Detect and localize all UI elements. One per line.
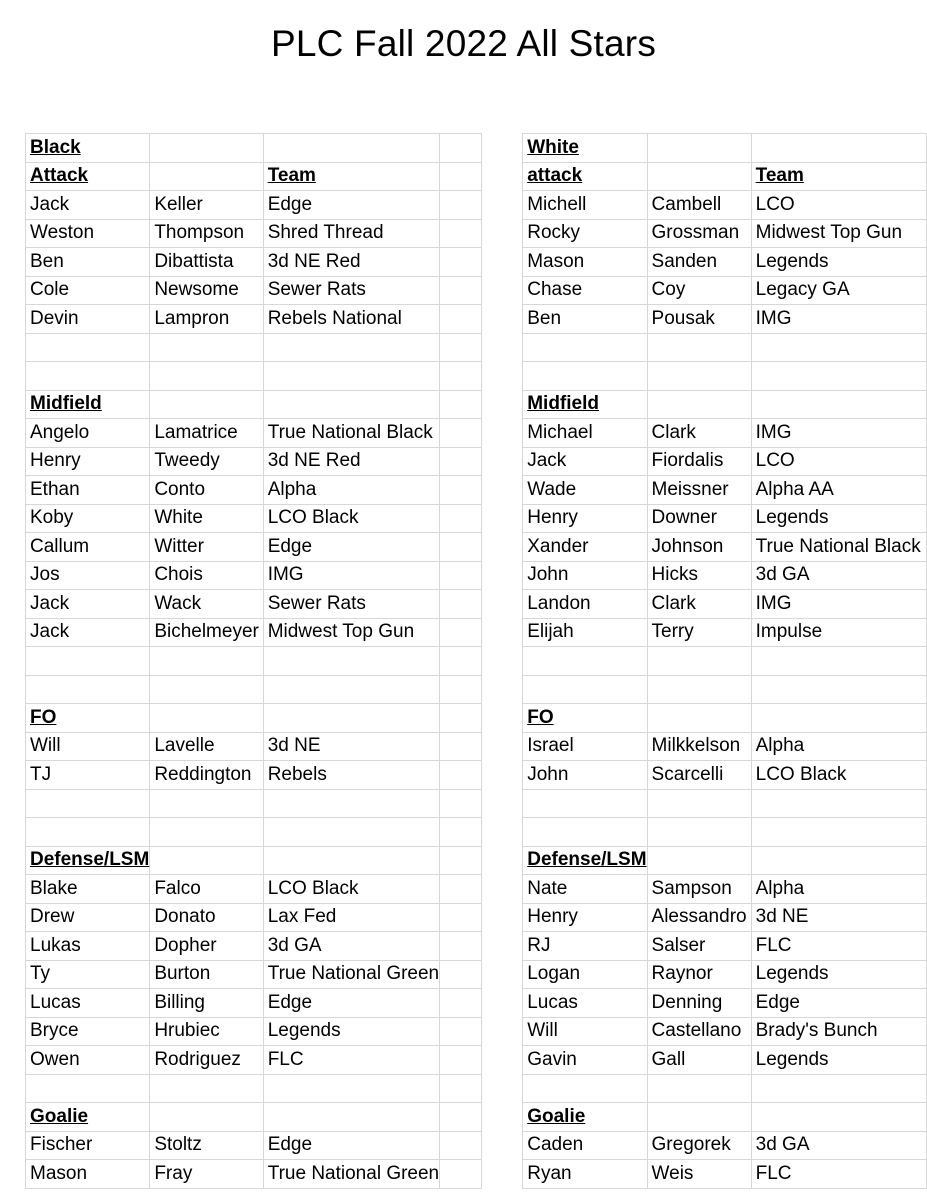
player-row [26, 476, 927, 505]
left-player-club-team: FLC [267, 1048, 304, 1070]
left-player-last-name: Burton [154, 963, 211, 985]
right-player-last-name: Salser [651, 934, 706, 956]
right-player-last-name: Meissner [651, 478, 729, 500]
right-player-club-team: Edge [755, 991, 800, 1013]
right-player-first-name: Lucas [527, 991, 578, 1013]
left-player-last-name: Bichelmeyer [154, 621, 259, 643]
blank-row [26, 647, 927, 676]
right-player-club-team: IMG [755, 307, 792, 329]
player-row [26, 960, 927, 989]
right-section-header: Goalie [527, 1105, 586, 1127]
section-header-row [26, 162, 927, 191]
left-player-last-name: Reddington [154, 763, 252, 785]
right-player-club-team: FLC [755, 1162, 792, 1184]
right-player-first-name: Wade [527, 478, 577, 500]
right-player-club-team: Alpha [755, 735, 805, 757]
section-header-row [26, 704, 927, 733]
left-player-last-name: Lavelle [154, 735, 215, 757]
right-player-first-name: Mason [527, 250, 585, 272]
blank-row [26, 818, 927, 847]
left-player-last-name: Dibattista [154, 250, 234, 272]
right-section-header: FO [527, 706, 554, 728]
right-player-club-team: Legends [755, 963, 829, 985]
left-player-last-name: Chois [154, 564, 203, 586]
left-player-club-team: Rebels [267, 763, 327, 785]
right-player-last-name: Gregorek [651, 1134, 731, 1156]
player-row [26, 761, 927, 790]
left-player-last-name: Thompson [154, 222, 245, 244]
right-player-club-team: Alpha [755, 877, 805, 899]
left-section-header: Attack [30, 165, 89, 187]
player-row [26, 875, 927, 904]
right-player-first-name: RJ [527, 934, 551, 956]
left-player-first-name: Jack [30, 193, 70, 215]
right-player-first-name: Logan [527, 963, 581, 985]
right-player-last-name: Pousak [651, 307, 715, 329]
section-header-row [26, 1103, 927, 1132]
right-player-last-name: Hicks [651, 564, 698, 586]
left-player-first-name: Ty [30, 963, 51, 985]
left-section-header: Midfield [30, 393, 102, 415]
blank-row [26, 333, 927, 362]
left-player-club-team: LCO Black [267, 507, 359, 529]
left-player-club-team: True National Black [267, 421, 433, 443]
player-row [26, 248, 927, 277]
left-player-first-name: Devin [30, 307, 79, 329]
left-player-last-name: Dopher [154, 934, 217, 956]
left-player-club-team: Edge [267, 1134, 313, 1156]
right-player-first-name: Xander [527, 535, 589, 557]
left-player-club-team: 3d NE Red [267, 250, 361, 272]
right-section-header: attack [527, 165, 583, 187]
left-player-club-team: 3d NE [267, 735, 321, 757]
right-player-last-name: Sanden [651, 250, 718, 272]
left-section-header: Defense/LSM [30, 849, 150, 871]
right-player-club-team: Alpha AA [755, 478, 834, 500]
right-player-first-name: Gavin [527, 1048, 577, 1070]
player-row [26, 533, 927, 562]
left-player-club-team: Edge [267, 535, 313, 557]
player-row [26, 419, 927, 448]
player-row [26, 732, 927, 761]
right-player-last-name: Johnson [651, 535, 724, 557]
left-player-last-name: Rodriguez [154, 1048, 241, 1070]
left-player-last-name: Keller [154, 193, 203, 215]
player-row [26, 305, 927, 334]
right-player-last-name: Clark [651, 421, 696, 443]
left-player-first-name: Weston [30, 222, 95, 244]
right-player-first-name: Ryan [527, 1162, 572, 1184]
right-team-column-header: Team [755, 165, 804, 187]
left-player-first-name: Jos [30, 564, 60, 586]
left-player-first-name: Henry [30, 450, 81, 472]
right-player-last-name: Coy [651, 279, 686, 301]
left-player-first-name: Callum [30, 535, 90, 557]
left-player-first-name: Ben [30, 250, 64, 272]
player-row [26, 191, 927, 220]
left-player-first-name: Mason [30, 1162, 88, 1184]
all-stars-table [25, 133, 927, 1189]
right-player-club-team: Legacy GA [755, 279, 850, 301]
player-row [26, 932, 927, 961]
left-player-last-name: Falco [154, 877, 201, 899]
right-player-last-name: Downer [651, 507, 718, 529]
left-player-first-name: Jack [30, 621, 70, 643]
right-player-club-team: 3d GA [755, 1134, 810, 1156]
left-player-club-team: IMG [267, 564, 304, 586]
right-player-club-team: FLC [755, 934, 792, 956]
blank-row [26, 1074, 927, 1103]
player-row [26, 219, 927, 248]
player-row [26, 1131, 927, 1160]
right-player-last-name: Fiordalis [651, 450, 724, 472]
player-row [26, 618, 927, 647]
left-player-last-name: Stoltz [154, 1134, 202, 1156]
left-player-first-name: Owen [30, 1048, 80, 1070]
player-row [26, 504, 927, 533]
left-player-club-team: Rebels National [267, 307, 402, 329]
left-player-last-name: Lamatrice [154, 421, 238, 443]
right-player-first-name: Michael [527, 421, 593, 443]
left-player-first-name: Will [30, 735, 61, 757]
right-player-club-team: Legends [755, 1048, 829, 1070]
right-player-last-name: Sampson [651, 877, 732, 899]
right-player-first-name: Chase [527, 279, 583, 301]
right-player-last-name: Gall [651, 1048, 686, 1070]
left-team-name: Black [30, 136, 81, 158]
right-player-club-team: 3d GA [755, 564, 810, 586]
player-row [26, 561, 927, 590]
right-player-last-name: Scarcelli [651, 763, 724, 785]
left-section-header: Goalie [30, 1105, 89, 1127]
left-player-club-team: Edge [267, 193, 313, 215]
left-player-last-name: Wack [154, 592, 202, 614]
left-player-last-name: Billing [154, 991, 206, 1013]
right-player-first-name: Henry [527, 507, 578, 529]
player-row [26, 903, 927, 932]
right-player-club-team: IMG [755, 421, 792, 443]
left-player-club-team: LCO Black [267, 877, 359, 899]
right-player-last-name: Castellano [651, 1020, 742, 1042]
right-section-header: Defense/LSM [527, 849, 647, 871]
right-player-club-team: LCO Black [755, 763, 847, 785]
left-player-first-name: Koby [30, 507, 74, 529]
left-player-first-name: Lukas [30, 934, 81, 956]
left-player-club-team: Legends [267, 1020, 341, 1042]
right-player-last-name: Terry [651, 621, 694, 643]
right-player-first-name: Henry [527, 906, 578, 928]
left-player-club-team: 3d NE Red [267, 450, 361, 472]
blank-row [26, 362, 927, 391]
right-player-club-team: LCO [755, 450, 795, 472]
left-section-header: FO [30, 706, 57, 728]
right-player-first-name: Nate [527, 877, 568, 899]
right-player-first-name: Jack [527, 450, 567, 472]
left-player-club-team: Sewer Rats [267, 279, 366, 301]
right-player-club-team: LCO [755, 193, 795, 215]
right-player-club-team: Legends [755, 507, 829, 529]
left-player-club-team: Alpha [267, 478, 317, 500]
right-player-club-team: 3d NE [755, 906, 809, 928]
right-player-first-name: Caden [527, 1134, 584, 1156]
left-player-club-team: 3d GA [267, 934, 322, 956]
left-player-first-name: Jack [30, 592, 70, 614]
player-row [26, 276, 927, 305]
player-row [26, 1017, 927, 1046]
right-player-club-team: Legends [755, 250, 829, 272]
right-player-club-team: Impulse [755, 621, 823, 643]
right-player-first-name: Elijah [527, 621, 574, 643]
left-player-last-name: Donato [154, 906, 216, 928]
right-player-last-name: Milkkelson [651, 735, 741, 757]
right-player-first-name: Landon [527, 592, 591, 614]
right-player-last-name: Grossman [651, 222, 740, 244]
page-title: PLC Fall 2022 All Stars [270, 23, 657, 64]
left-player-first-name: Drew [30, 906, 75, 928]
left-player-club-team: Shred Thread [267, 222, 384, 244]
right-player-club-team: IMG [755, 592, 792, 614]
right-player-first-name: John [527, 564, 569, 586]
left-player-first-name: Blake [30, 877, 78, 899]
right-player-first-name: Michell [527, 193, 587, 215]
player-row [26, 590, 927, 619]
left-team-column-header: Team [267, 165, 316, 187]
player-row [26, 1160, 927, 1189]
left-player-last-name: Conto [154, 478, 206, 500]
left-player-club-team: Sewer Rats [267, 592, 366, 614]
left-player-club-team: Edge [267, 991, 313, 1013]
left-player-first-name: Bryce [30, 1020, 79, 1042]
right-player-club-team: Midwest Top Gun [755, 222, 903, 244]
left-player-club-team: True National Green [267, 963, 440, 985]
player-row [26, 989, 927, 1018]
left-player-first-name: Lucas [30, 991, 81, 1013]
right-team-name: White [527, 136, 579, 158]
player-row [26, 1046, 927, 1075]
blank-row [26, 789, 927, 818]
left-player-last-name: Hrubiec [154, 1020, 220, 1042]
left-player-first-name: Ethan [30, 478, 80, 500]
right-player-last-name: Weis [651, 1162, 694, 1184]
left-player-last-name: Tweedy [154, 450, 220, 472]
right-player-club-team: True National Black [755, 535, 921, 557]
left-player-last-name: White [154, 507, 203, 529]
right-section-header: Midfield [527, 393, 599, 415]
player-row [26, 447, 927, 476]
right-player-last-name: Clark [651, 592, 696, 614]
right-player-last-name: Denning [651, 991, 723, 1013]
left-player-club-team: Lax Fed [267, 906, 337, 928]
left-player-last-name: Witter [154, 535, 204, 557]
left-player-club-team: True National Green [267, 1162, 440, 1184]
right-player-first-name: Israel [527, 735, 574, 757]
team-name-row [26, 134, 927, 163]
right-player-first-name: John [527, 763, 569, 785]
section-header-row [26, 846, 927, 875]
right-player-club-team: Brady's Bunch [755, 1020, 878, 1042]
right-player-last-name: Alessandro [651, 906, 747, 928]
left-player-last-name: Lampron [154, 307, 230, 329]
right-player-last-name: Raynor [651, 963, 713, 985]
right-player-first-name: Will [527, 1020, 558, 1042]
left-player-first-name: TJ [30, 763, 52, 785]
right-player-last-name: Cambell [651, 193, 722, 215]
right-player-first-name: Rocky [527, 222, 581, 244]
left-player-last-name: Fray [154, 1162, 193, 1184]
left-player-club-team: Midwest Top Gun [267, 621, 415, 643]
left-player-last-name: Newsome [154, 279, 239, 301]
right-player-first-name: Ben [527, 307, 562, 329]
section-header-row [26, 390, 927, 419]
blank-row [26, 675, 927, 704]
left-player-first-name: Cole [30, 279, 70, 301]
left-player-first-name: Angelo [30, 421, 90, 443]
left-player-first-name: Fischer [30, 1134, 93, 1156]
